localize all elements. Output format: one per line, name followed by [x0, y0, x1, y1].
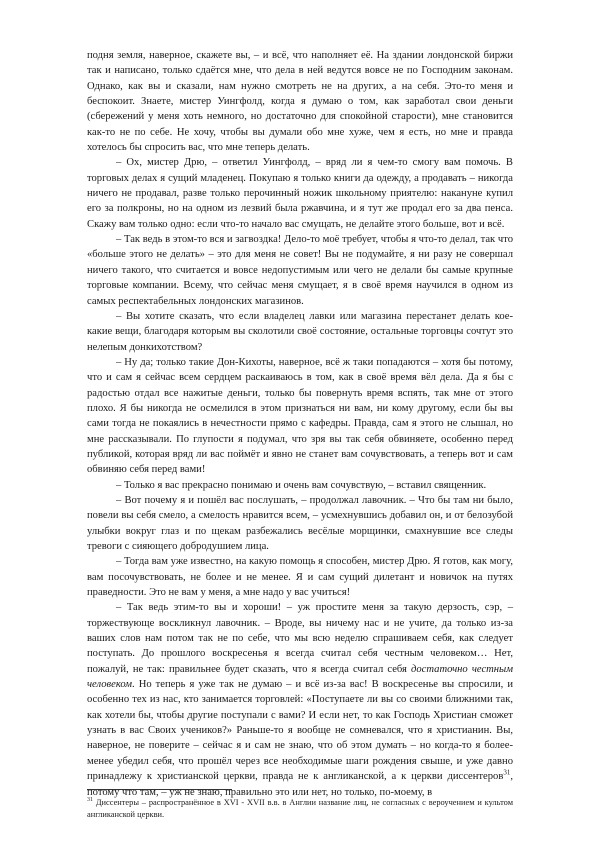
paragraph	[87, 600, 513, 799]
footnote-marker: 31	[87, 797, 93, 804]
italic-text: достаточно честным человеком	[87, 663, 513, 691]
text-run: – Так ведь этим-то вы и хороши! – уж простите меня за такую дерзость, сэр, – торжествующе воскликнул лавочник. – Вроде, вы ничему нас и не учите, да только из-за ваших слов нам потом так не по себе, что мы всю неделю спрашиваем себя, как следует поступать. До прошлого воскресенья я всегда считал себя честным человеком… Нет, пожалуй, не так: правильнее будет сказать, что я всегда считал себя	[87, 602, 513, 675]
paragraph	[87, 232, 513, 309]
footnote-separator	[87, 789, 232, 790]
main-text	[87, 48, 513, 800]
paragraph	[87, 554, 513, 600]
text-run: – Ох, мистер Дрю, – ответил Уингфолд, – вряд ли я чем-то смогу вам помочь. В торговых делах я сущий младенец. Покупаю я только книги да одежду, а продавать – никогда ничего не продавал, разве только перочинный ножик школьному приятелю: накануне купил его за полкроны, но на одном из лезвий была ржавчина, и я тут же продал его за два пенса. Скажу вам только одно: если что-то начало вас смущать, не делайте этого больше, вот и всё.	[87, 157, 513, 230]
text-run: – Вот почему я и пошёл вас послушать, – продолжал лавочник. – Что бы там ни было, повели вы себя смело, а смелость нравится всем, – усмехнувшись добавил он, и от белозубой улыбки вокруг глаз и по щекам разбежались весёлые морщинки, смахнувшие все следы тревоги с сияющего добродушием лица.	[87, 494, 513, 552]
text-run: – Только я вас прекрасно понимаю и очень вам сочувствую, – вставил священник.	[116, 479, 487, 491]
paragraph	[87, 478, 513, 493]
text-run: , потому что там, – уж не знаю, правильно это или нет, но только, по-моему, в	[87, 771, 513, 798]
text-run: – Так ведь в этом-то вся и загвоздка! Дело-то моё требует, чтобы я что-то делал, так что «больше этого не делать» – это для меня не совет! Вы не подумайте, я ни разу не совершал ничего такого, что считается и вовсе недопустимым или чего не делали бы самые крупные торговые компании. Всему, что сейчас меня смущает, я в своё время научился в одном из самых респектабельных лондонских магазинов.	[87, 234, 513, 307]
paragraph	[87, 355, 513, 478]
paragraph	[87, 493, 513, 554]
text-run: – Тогда вам уже известно, на какую помощь я способен, мистер Дрю. Я готов, как могу, вам посочувствовать, не более и не менее. Я и сам сущий дилетант и новичок на путях праведности. Это не вам у меня, а мне надо у вас учиться!	[87, 556, 513, 599]
paragraph	[87, 309, 513, 355]
footnote-text: Диссентеры – распространённое в XVI - XVII в.в. в Англии название лиц, не согласных с вероучением и культом англиканской церкви.	[87, 798, 513, 819]
footnote	[87, 797, 513, 821]
paragraph	[87, 155, 513, 232]
text-run: – Ну да; только такие Дон-Кихоты, наверное, всё ж таки попадаются – хотя бы потому, что и сам я сейчас всем сердцем раскаиваюсь в том, как в своё время вёл дела. Да я бы с радостью отдал все нажитые деньги, только бы повернуть время вспять, так мне от этого плохо. Я бы никогда не осмелился в этом признаться ни вам, ни кому другому, если бы вы сами тогда не покаялись в нечестности прямо с кафедры. Правда, сам я этого не слышал, но мне рассказывали. По глупости я подумал, что зря вы так себя обвиняете, особенно перед публикой, которая вряд ли вас поймёт и явно не станет вам сочувствовать, а теперь вот и сам обвиняю себя перед вами!	[87, 356, 513, 476]
text-run: – Вы хотите сказать, что если владелец лавки или магазина перестанет делать кое-какие вещи, благодаря которым вы сколотили своё состояние, остальные торговцы сочтут это нелепым донкихотством?	[87, 310, 513, 353]
paragraph	[87, 48, 513, 155]
footnote-reference: 31	[503, 768, 511, 777]
text-run: подня земля, наверное, скажете вы, – и всё, что наполняет её. На здании лондонской биржи так и написано, только сдаётся мне, что дела в ней ведутся вовсе не по Господним законам. Однако, как вы и сказали, нам нужно смотреть не на других, а на себя. Это-то меня и беспокоит. Знаете, мистер Уингфолд, когда я думаю о том, как заработал свои деньги (сбережений у меня хоть немного, но достаточно для спокойной старости), мне становится как-то не по себе. Не хочу, чтобы вы думали обо мне хуже, чем я есть, но мне и правда хотелось бы спросить вас, что мне теперь делать.	[87, 50, 513, 154]
text-run: . Но теперь я уже так не думаю – и всё из-за вас! В воскресенье вы спросили, и особенно тех из нас, кто занимается торговлей: «Поступаете ли вы со своими ближними так, как хотели бы, чтобы другие поступали с вами? И если нет, то как Господь Христиан сможет узнать в вас Своих учеников?» Раньше-то я вообще не сомневался, что я христианин. Вы, наверное, не поверите – сейчас я и сам не знаю, что об этом думать – но когда-то я более-менее убедил себя, что прошёл через все необходимые шаги рождения свыше, и уже давно принадлежу к христианской церкви, правда не к англиканской, а к церкви диссентеров	[87, 679, 513, 783]
